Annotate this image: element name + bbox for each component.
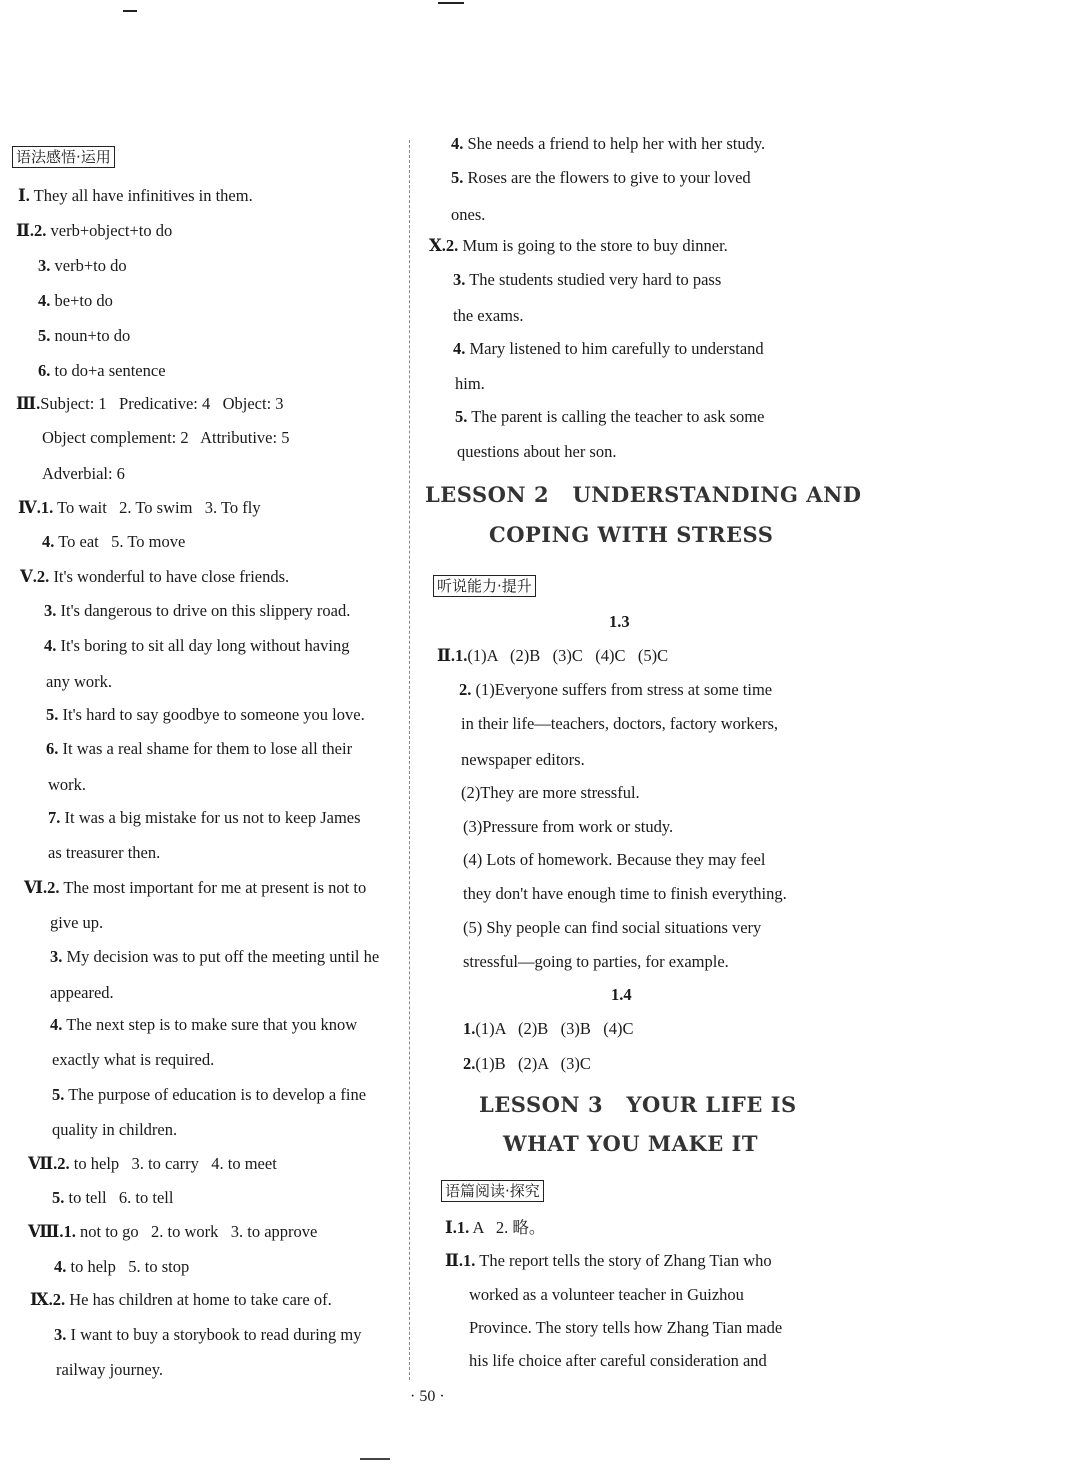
answer-line: 3. I want to buy a storybook to read during my <box>54 1325 362 1344</box>
answer-line: 3. verb+to do <box>38 256 127 275</box>
answer-line: give up. <box>50 913 104 932</box>
lesson-2-subtitle: COPING WITH STRESS <box>489 522 774 547</box>
answer-line: Ⅷ.1. not to go 2. to work 3. to approve <box>28 1222 318 1241</box>
answer-line: ones. <box>451 205 486 224</box>
section-heading-listening: 听说能力·提升 <box>433 575 536 597</box>
answer-line: (4) Lots of homework. Because they may feel <box>463 850 766 869</box>
answer-line: (2)They are more stressful. <box>461 783 640 802</box>
answer-line: Ⅵ.2. The most important for me at present is not to <box>24 878 367 897</box>
answer-line: the exams. <box>453 306 524 325</box>
answer-line: 2.(1)B (2)A (3)C <box>463 1054 591 1073</box>
section-heading-reading: 语篇阅读·探究 <box>441 1180 544 1202</box>
column-divider <box>409 140 410 1380</box>
answer-line: any work. <box>46 672 112 691</box>
answer-line: Ⅰ.1. A 2. 略。 <box>445 1218 546 1237</box>
answer-line: Ⅱ.2. verb+object+to do <box>16 221 173 240</box>
answer-line: 5. noun+to do <box>38 326 131 345</box>
answer-line: 5. Roses are the flowers to give to your loved <box>451 168 751 187</box>
answer-line: stressful—going to parties, for example. <box>463 952 729 971</box>
answer-line: exactly what is required. <box>52 1050 215 1069</box>
page-number: · 50 · <box>410 1388 445 1405</box>
subsection-1-3: 1.3 <box>609 612 630 631</box>
answer-line: 5. The purpose of education is to develop a fine <box>52 1085 367 1104</box>
answer-line: Ⅰ. They all have infinitives in them. <box>18 186 253 205</box>
answer-line: 5. to tell 6. to tell <box>52 1188 174 1207</box>
answer-line: 4. To eat 5. To move <box>42 532 186 551</box>
answer-line: in their life—teachers, doctors, factory workers, <box>461 714 779 733</box>
answer-line: Ⅴ.2. It's wonderful to have close friends. <box>20 567 290 586</box>
scan-mark <box>438 2 464 4</box>
answer-line: (3)Pressure from work or study. <box>463 817 674 836</box>
scan-mark <box>360 1458 390 1460</box>
answer-line: 6. to do+a sentence <box>38 361 166 380</box>
answer-line: Ⅳ.1. To wait 2. To swim 3. To fly <box>18 498 261 517</box>
answer-line: Adverbial: 6 <box>42 464 125 483</box>
answer-line: as treasurer then. <box>48 843 161 862</box>
answer-line: 3. My decision was to put off the meeting until he <box>50 947 380 966</box>
answer-line: 6. It was a real shame for them to lose all their <box>46 739 353 758</box>
lesson-3-subtitle: WHAT YOU MAKE IT <box>503 1131 758 1156</box>
lesson-3-title: LESSON 3 YOUR LIFE IS <box>479 1092 797 1117</box>
answer-line: work. <box>48 775 87 794</box>
answer-line: Ⅶ.2. to help 3. to carry 4. to meet <box>28 1154 277 1173</box>
answer-line: 4. It's boring to sit all day long without having <box>44 636 350 655</box>
lesson-2-title: LESSON 2 UNDERSTANDING AND <box>425 482 862 507</box>
answer-line: Ⅱ.1.(1)A (2)B (3)C (4)C (5)C <box>437 646 669 665</box>
answer-line: they don't have enough time to finish everything. <box>463 884 787 903</box>
answer-line: appeared. <box>50 983 114 1002</box>
answer-line: 4. be+to do <box>38 291 113 310</box>
answer-line: worked as a volunteer teacher in Guizhou <box>469 1285 744 1304</box>
answer-line: 2. (1)Everyone suffers from stress at some time <box>459 680 773 699</box>
answer-line: Ⅲ.Subject: 1 Predicative: 4 Object: 3 <box>16 394 284 413</box>
answer-line: him. <box>455 374 485 393</box>
answer-line: 5. It's hard to say goodbye to someone you love. <box>46 705 365 724</box>
answer-line: Object complement: 2 Attributive: 5 <box>42 428 290 447</box>
answer-line: railway journey. <box>56 1360 164 1379</box>
answer-line: 4. She needs a friend to help her with her study. <box>451 134 766 153</box>
answer-line: 1.(1)A (2)B (3)B (4)C <box>463 1019 634 1038</box>
answer-line: 3. It's dangerous to drive on this slippery road. <box>44 601 351 620</box>
answer-line: 4. The next step is to make sure that you know <box>50 1015 358 1034</box>
answer-line: 3. The students studied very hard to pass <box>453 270 722 289</box>
subsection-1-4: 1.4 <box>611 985 632 1004</box>
answer-line: Ⅸ.2. He has children at home to take care of. <box>30 1290 332 1309</box>
section-heading-grammar: 语法感悟·运用 <box>12 146 115 168</box>
answer-line: Province. The story tells how Zhang Tian made <box>469 1318 783 1337</box>
answer-line: (5) Shy people can find social situations very <box>463 918 762 937</box>
answer-line: his life choice after careful consideration and <box>469 1351 767 1370</box>
scan-mark <box>123 10 137 12</box>
answer-line: Ⅱ.1. The report tells the story of Zhang Tian who <box>445 1251 772 1270</box>
answer-line: quality in children. <box>52 1120 178 1139</box>
answer-line: 4. to help 5. to stop <box>54 1257 190 1276</box>
answer-line: Ⅹ.2. Mum is going to the store to buy dinner. <box>429 236 728 255</box>
answer-line: 7. It was a big mistake for us not to keep James <box>48 808 361 827</box>
answer-line: newspaper editors. <box>461 750 585 769</box>
answer-line: 5. The parent is calling the teacher to ask some <box>455 407 765 426</box>
answer-line: 4. Mary listened to him carefully to understand <box>453 339 764 358</box>
answer-line: questions about her son. <box>457 442 617 461</box>
